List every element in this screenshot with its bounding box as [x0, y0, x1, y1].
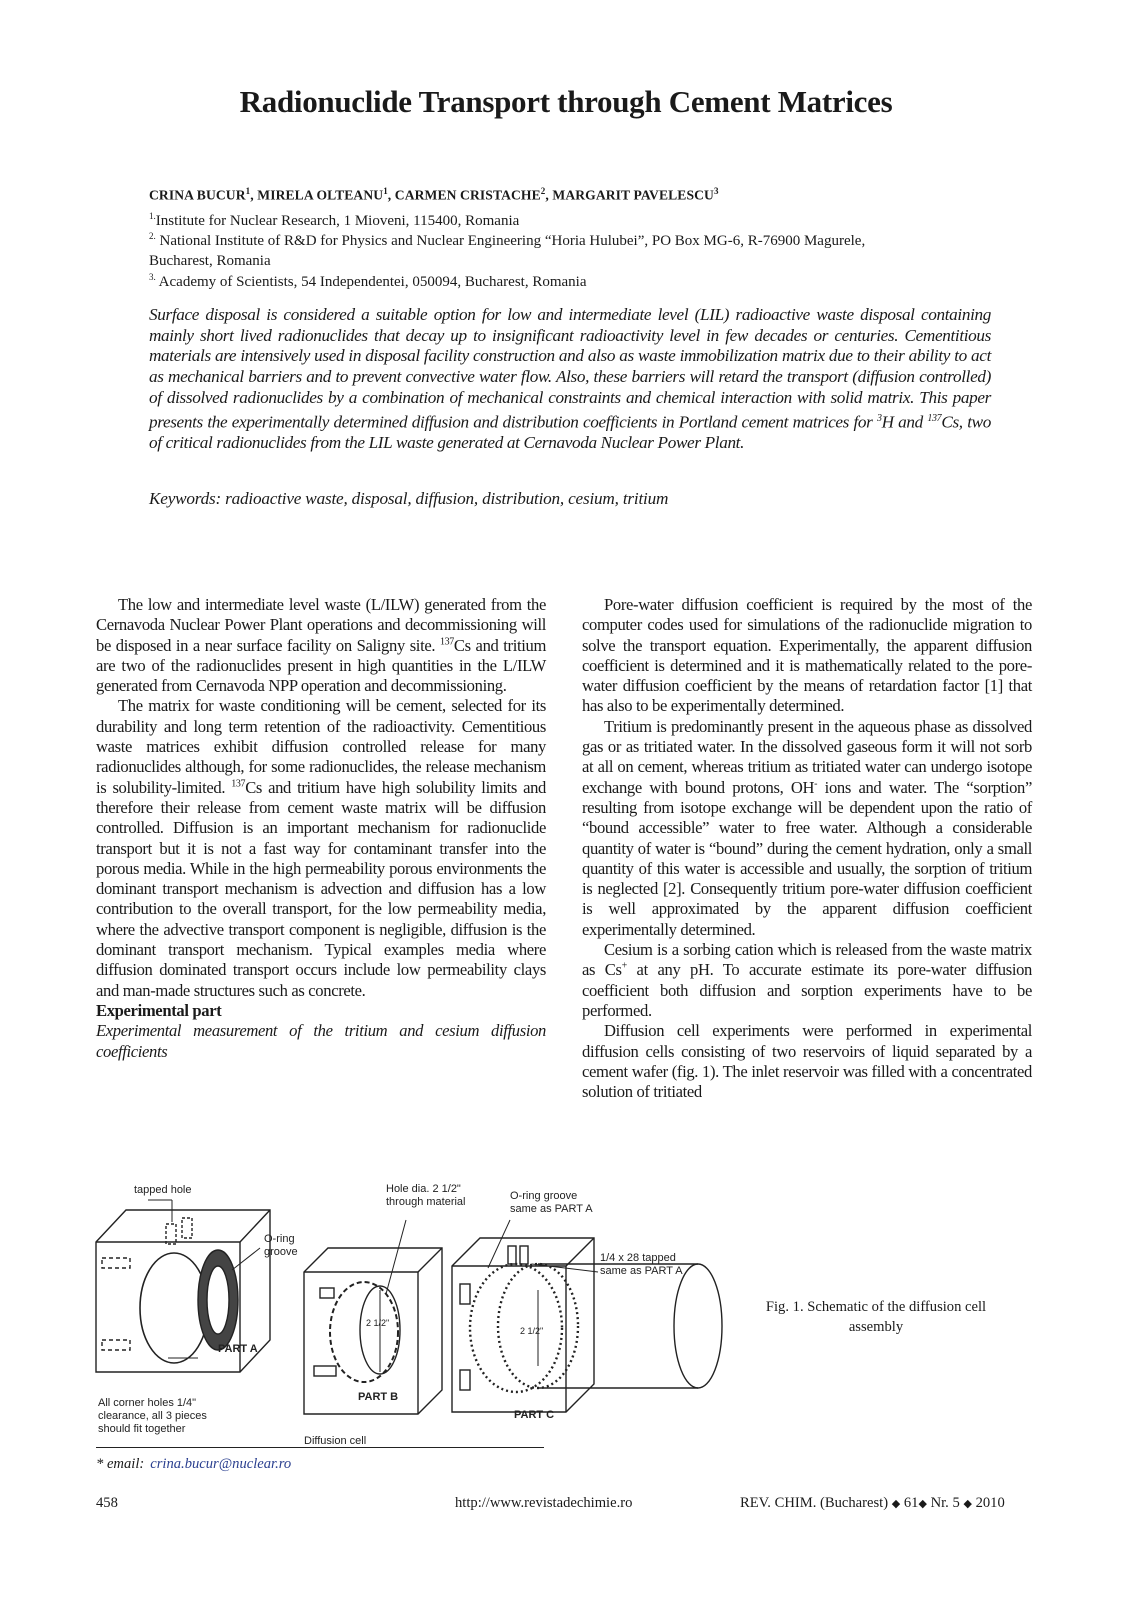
affiliation-3: [149, 267, 1009, 292]
label-hole-dia: Hole dia. 2 1/2": [386, 1183, 461, 1195]
paragraph: [582, 940, 1032, 1021]
author-sep: ,: [545, 187, 553, 203]
paragraph: Pore-water diffusion coefficient is required by the most of the computer codes used for simulations of the radionuclide migration to solve the transport equation. Experimentally, the apparent diffusion coefficient is determined and it is mathematically related to the pore-water diffusion coefficient by the means of retardation factor [1] that has also to be experimentally determined.: [582, 595, 1032, 716]
page-number: 458: [96, 1495, 118, 1511]
label-same-part-a: same as PART A: [510, 1203, 593, 1215]
journal-issue: Nr. 5: [930, 1495, 960, 1511]
journal-year: 2010: [975, 1495, 1005, 1511]
author-name: CRINA BUCUR: [149, 187, 246, 203]
paragraph: [96, 696, 546, 1000]
email-footnote: [96, 1456, 291, 1473]
diamond-icon: ◆: [963, 1498, 972, 1510]
subsection-heading: Experimental measurement of the tritium and cesium diffusion coefficients: [96, 1021, 546, 1061]
label-dim-b: 2 1/2": [366, 1318, 390, 1328]
author-sep: ,: [250, 187, 258, 203]
diamond-icon: ◆: [891, 1498, 901, 1510]
author-name: MIRELA OLTEANU: [257, 187, 384, 203]
affiliation-text: National Institute of R&D for Physics and Nuclear Engineering “Horia Hulubei”, PO Box MG-6, R-76900 Magurele, Bucharest, Romania: [149, 233, 866, 269]
part-c-block: [452, 1220, 730, 1412]
affiliation-sup: 2.: [149, 231, 156, 241]
abstract-text: Surface disposal is considered a suitable option for low and intermediate level (LIL) radioactive waste disposal containing mainly short lived radionuclides that decay up to insignificant radioactivity level in few decades or centuries. Cementitious materials are intensively used in disposal facility construction and also as waste immobilization matrix due to their ability to act as mechanical barriers and to prevent convective water flow. Also, these barriers will retard the transport (diffusion controlled) of dissolved radionuclides by a combination of mechanical constraints and chemical interaction with solid matrix. This paper presents the experimentally determined diffusion and distribution coefficients in Portland cement matrices for: [149, 305, 991, 432]
author-name: CARMEN CRISTACHE: [394, 187, 541, 203]
paragraph: [582, 717, 1032, 940]
abstract: [149, 305, 991, 454]
paragraph-sup: 137: [231, 778, 246, 790]
paragraph-sup: +: [621, 960, 627, 972]
label-dim-c: 2 1/2": [520, 1326, 544, 1336]
affiliation-text: Academy of Scientists, 54 Independentei, 050094, Bucharest, Romania: [155, 274, 587, 290]
affiliation-2: [149, 226, 919, 271]
affiliation-sup: 1.: [149, 211, 156, 221]
paragraph: [96, 595, 546, 696]
paragraph-text: Tritium is predominantly present in the aqueous phase as dissolved gas or as tritiated water. In the dissolved gaseous form it will not sorb at all on cement, whereas tritium as tritiated water can undergo isotope exchange with bound protons, OH: [582, 716, 1032, 797]
paragraph-text: Cesium is a sorbing cation which is released from the waste matrix as Cs: [582, 940, 1032, 980]
abstract-text: H and: [881, 412, 928, 432]
label-clearance: clearance, all 3 pieces: [98, 1410, 207, 1422]
label-tapped-same-2: same as PART A: [600, 1265, 683, 1277]
label-o-ring-groove-c: O-ring groove: [510, 1190, 578, 1202]
author-sup: 2: [540, 186, 546, 196]
paragraph-sup: -: [814, 778, 818, 790]
journal-name: REV. CHIM. (Bucharest): [740, 1495, 889, 1511]
label-groove: groove: [264, 1246, 298, 1258]
diamond-icon: ◆: [918, 1498, 927, 1510]
left-column: [96, 595, 546, 1062]
label-part-b: PART B: [358, 1391, 399, 1403]
label-through-material: through material: [386, 1196, 466, 1208]
label-corner-holes: All corner holes 1/4": [98, 1397, 197, 1409]
paper-title: Radionuclide Transport through Cement Matrices: [239, 84, 893, 119]
paragraph-text: The low and intermediate level waste (L/ILW) generated from the Cernavoda Nuclear Power Plant operations and decommissioning will be disposed in a near surface facility on Saligny site.: [96, 595, 546, 655]
paragraph-text: ions and water. The “sorption” resulting from isotope exchange will be dependent upon the ratio of “bound accessible” water to free water. Although a considerable quantity of water is “bound” during the cement hydration, only a small quantity of this water is accessible and usually, the sorption of tritium is neglected [2]. Consequently tritium pore-water diffusion coefficient is well approximated by the apparent diffusion coefficient experimentally determined.: [582, 777, 1032, 939]
part-b-block: [304, 1220, 442, 1414]
label-fit-together: should fit together: [98, 1423, 186, 1435]
figure-caption: Fig. 1. Schematic of the diffusion cell assembly: [765, 1299, 987, 1335]
label-part-c: PART C: [514, 1409, 555, 1421]
label-tapped-same: 1/4 x 28 tapped: [600, 1252, 676, 1264]
email-link[interactable]: crina.bucur@nuclear.ro: [150, 1456, 292, 1472]
abstract-text: Cs, two of critical radionuclides from the LIL waste generated at Cernavoda Nuclear Power Plant.: [149, 412, 991, 452]
abstract-sup: 3: [876, 412, 882, 424]
label-tapped-hole: tapped hole: [134, 1184, 192, 1196]
paragraph-text: Cs and tritium have high solubility limits and therefore their release from cement waste matrix will be diffusion controlled. Diffusion is an important mechanism for radionuclide transport but it is not a fast way for contaminant transfer into the porous media. While in the high permeability porous environments the dominant transport mechanism is advection and diffusion has a low contribution to the overall transport, for the low permeability media, where the advective transport component is negligible, diffusion is the dominant transport mechanism. Typical examples media where diffusion dominated transport occurs include low permeability clays and man-made structures such as concrete.: [96, 777, 546, 1000]
diffusion-cell-figure: [90, 1180, 730, 1448]
paragraph-text: The matrix for waste conditioning will be cement, selected for its durability and long term retention of the radioactivity. Cementitious waste matrices exhibit diffusion controlled release for many radionuclides although, for some radionuclides, the release mechanism is solubility-limited.: [96, 696, 546, 797]
paragraph-sup: 137: [439, 636, 454, 648]
journal-citation: [740, 1495, 1005, 1512]
author-name: MARGARIT PAVELESCU: [552, 187, 714, 203]
author-list: [149, 186, 719, 204]
journal-volume: 61: [903, 1495, 919, 1511]
label-o-ring: O-ring: [264, 1233, 295, 1245]
paragraph-text: at any pH. To accurate estimate its pore-water diffusion coefficient both diffusion and sorption experiments have to be performed.: [582, 960, 1032, 1020]
author-sup: 3: [713, 186, 719, 196]
footnote-rule: [96, 1447, 544, 1448]
author-sup: 1: [383, 186, 388, 196]
section-heading: Experimental part: [96, 1000, 222, 1020]
author-sup: 1: [245, 186, 251, 196]
journal-url[interactable]: http://www.revistadechimie.ro: [455, 1495, 633, 1511]
paragraph-text: Cs and tritium are two of the radionuclides present in high quantities in the L/ILW generated from Cernavoda NPP operation and decommissioning.: [96, 635, 546, 696]
keywords: Keywords: radioactive waste, disposal, diffusion, distribution, cesium, tritium: [149, 489, 669, 508]
affiliation-sup: 3.: [149, 272, 156, 282]
label-part-a: PART A: [218, 1343, 258, 1355]
email-label: * email:: [96, 1456, 145, 1472]
paragraph: Diffusion cell experiments were performed in experimental diffusion cells consisting of two reservoirs of liquid separated by a cement wafer (fig. 1). The inlet reservoir was filled with a concentrated solution of tritiated: [582, 1021, 1032, 1102]
right-column: [582, 595, 1032, 1102]
abstract-sup: 137: [927, 412, 942, 424]
affiliation-text: Institute for Nuclear Research, 1 Mioveni, 115400, Romania: [155, 213, 520, 229]
label-diffusion-cell: Diffusion cell: [304, 1435, 367, 1447]
author-sep: ,: [387, 187, 395, 203]
